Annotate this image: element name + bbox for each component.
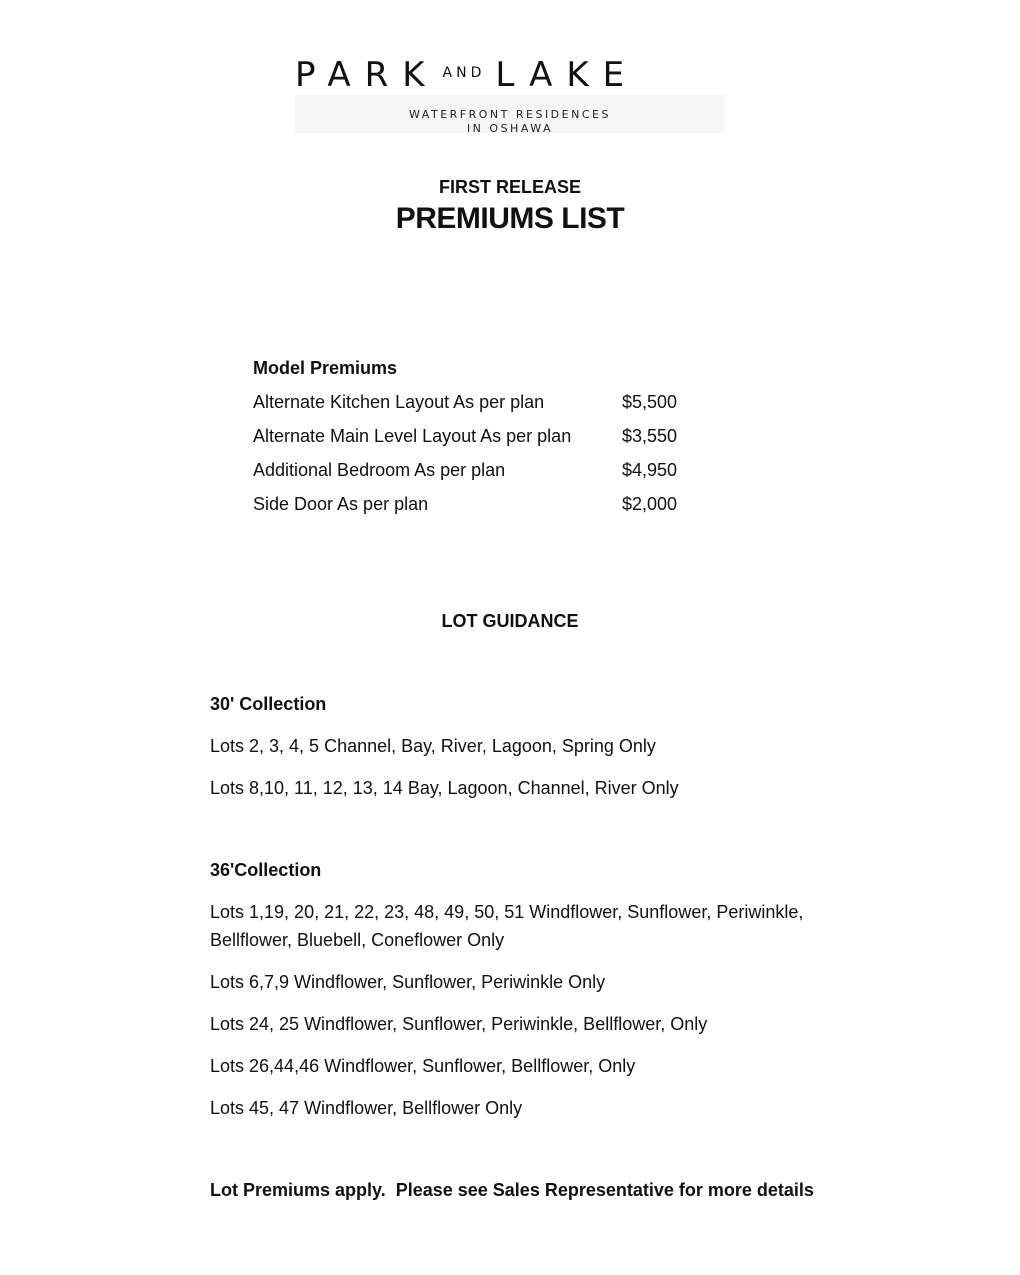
lot-guidance-heading: LOT GUIDANCE: [441, 611, 579, 631]
premium-row: [253, 492, 753, 526]
model-premiums-heading: Model Premiums: [253, 358, 398, 378]
collection-30-heading: 30' Collection: [210, 694, 327, 714]
logo-subtitle-line2: IN OSHAWA: [466, 122, 554, 135]
release-label: FIRST RELEASE: [438, 177, 581, 197]
logo-subtitle-box: [295, 95, 725, 133]
premium-price: $3,550: [622, 426, 678, 446]
collection-36-section: [210, 856, 860, 1136]
lot-premiums-note: Lot Premiums apply. Please see Sales Representative for more details: [210, 1180, 814, 1200]
premium-row: [253, 458, 753, 492]
lot-line: Lots 26,44,46 Windflower, Sunflower, Bellflower, Only: [210, 1056, 636, 1076]
logo-word-and: AND: [442, 65, 486, 81]
logo-wordmark: [295, 55, 725, 95]
premium-label: Side Door As per plan: [253, 494, 429, 514]
premium-label: Alternate Kitchen Layout As per plan: [253, 392, 545, 412]
lot-line: Lots 45, 47 Windflower, Bellflower Only: [210, 1098, 523, 1118]
brand-logo: [295, 55, 725, 135]
logo-word-lake: LAKE: [495, 55, 639, 95]
lot-line: Lots 8,10, 11, 12, 13, 14 Bay, Lagoon, Channel, River Only: [210, 778, 679, 798]
premium-label: Alternate Main Level Layout As per plan: [253, 426, 572, 446]
premium-price: $4,950: [622, 460, 678, 480]
collection-36-heading: 36'Collection: [210, 860, 322, 880]
logo-subtitle-line1: WATERFRONT RESIDENCES: [409, 108, 611, 121]
page-title: PREMIUMS LIST: [395, 202, 625, 235]
collection-30-section: [210, 690, 860, 816]
premium-price: $2,000: [622, 494, 678, 514]
premium-price: $5,500: [622, 392, 678, 412]
logo-word-park: PARK: [295, 55, 439, 95]
lot-line: Lots 6,7,9 Windflower, Sunflower, Periwinkle Only: [210, 972, 606, 992]
premium-label: Additional Bedroom As per plan: [253, 460, 506, 480]
premium-row: [253, 424, 753, 458]
lot-line: Lots 1,19, 20, 21, 22, 23, 48, 49, 50, 51 Windflower, Sunflower, Periwinkle, Bellflower, Bluebell, Coneflower Only: [210, 902, 804, 950]
premium-row: [253, 390, 753, 424]
model-premiums-section: [253, 356, 753, 526]
lot-line: Lots 24, 25 Windflower, Sunflower, Periwinkle, Bellflower, Only: [210, 1014, 708, 1034]
lot-line: Lots 2, 3, 4, 5 Channel, Bay, River, Lagoon, Spring Only: [210, 736, 656, 756]
